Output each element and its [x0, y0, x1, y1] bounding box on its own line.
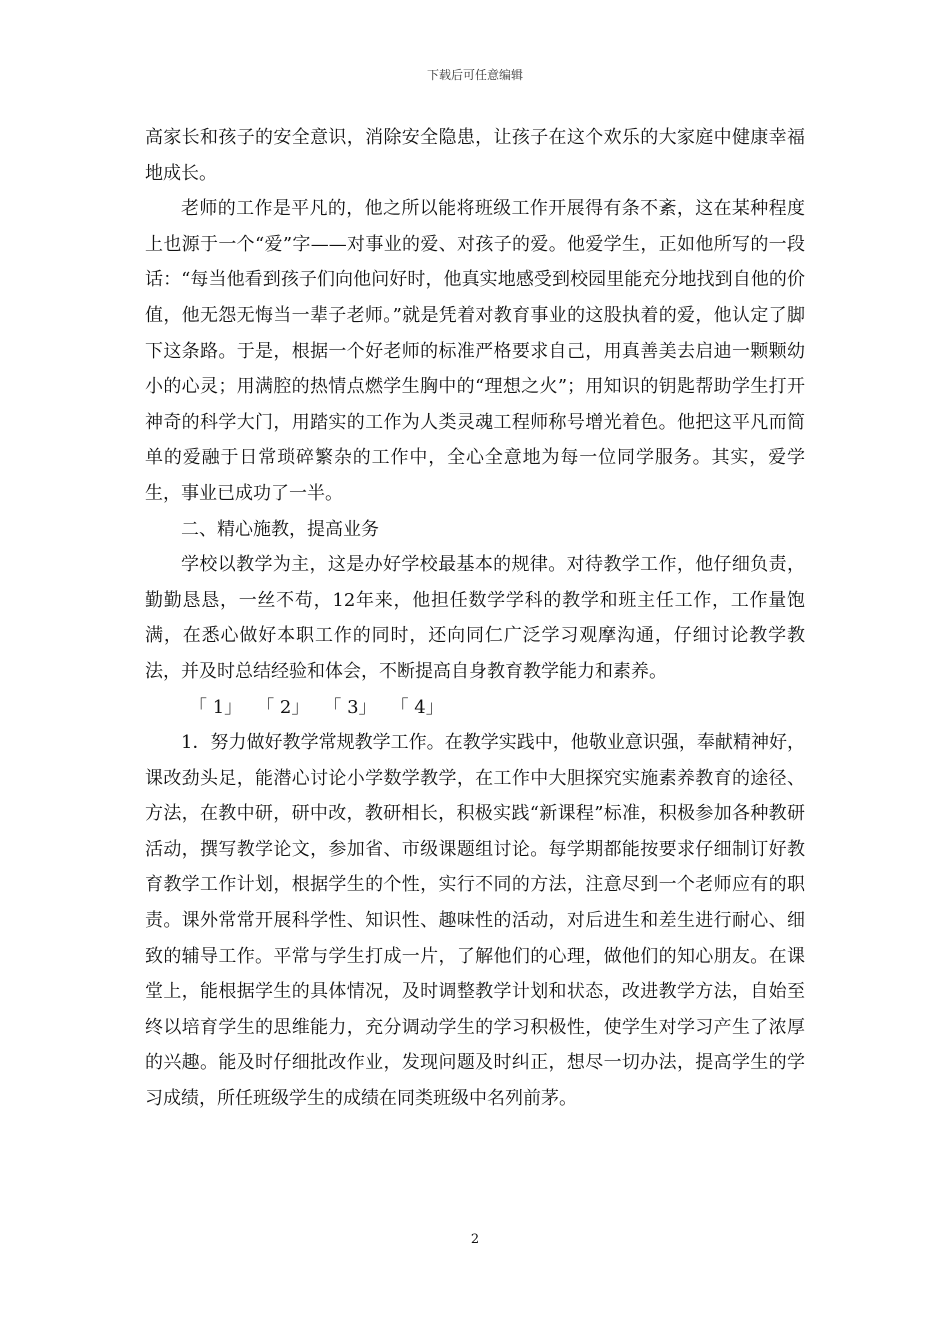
- paragraph-1: 高家长和孩子的安全意识，消除安全隐患，让孩子在这个欢乐的大家庭中健康幸福地成长。: [145, 127, 805, 184]
- reference-1: 「 1」: [189, 696, 243, 718]
- document-body: [145, 120, 805, 1117]
- section-heading: 二、精心施教，提高业务: [181, 518, 379, 540]
- page-number: 2: [470, 1232, 480, 1247]
- reference-list: [145, 690, 805, 726]
- reference-4: 「 4」: [390, 696, 444, 718]
- paragraph-4: 1．努力做好教学常规教学工作。在教学实践中，他敬业意识强，奉献精神好，课改劲头足，能潜心讨论小学数学教学，在工作中大胆探究实施素养教育的途径、方法，在教中研，研中改，教研相长，积极实践“新课程”标准，积极参加各种教研活动，撰写教学论文，参加省、市级课题组讨论。每学期都能按要求仔细制订好教育教学工作计划，根据学生的个性，实行不同的方法，注意尽到一个老师应有的职责。课外常常开展科学性、知识性、趣味性的活动，对后进生和差生进行耐心、细致的辅导工作。平常与学生打成一片，了解他们的心理，做他们的知心朋友。在课堂上，能根据学生的具体情况，及时调整教学计划和状态，改进教学方法，自始至终以培育学生的思维能力，充分调动学生的学习积极性，使学生对学习产生了浓厚的兴趣。能及时仔细批改作业，发现问题及时纠正，想尽一切办法，提高学生的学习成绩，所任班级学生的成绩在同类班级中名列前茅。: [145, 732, 805, 1110]
- paragraph-3: 学校以教学为主，这是办好学校最基本的规律。对待教学工作，他仔细负责，勤勤恳恳，一丝不苟，12年来，他担任数学学科的教学和班主任工作，工作量饱满，在悉心做好本职工作的同时，还向同仁广泛学习观摩沟通，仔细讨论教学教法，并及时总结经验和体会，不断提高自身教育教学能力和素养。: [145, 554, 805, 682]
- page-header: 下载后可任意编辑: [426, 68, 523, 82]
- reference-3: 「 3」: [323, 696, 377, 718]
- reference-2: 「 2」: [256, 696, 310, 718]
- paragraph-2: 老师的工作是平凡的，他之所以能将班级工作开展得有条不紊，这在某种程度上也源于一个“爱”字——对事业的爱、对孩子的爱。他爱学生，正如他所写的一段话：“每当他看到孩子们向他问好时，他真实地感受到校园里能充分地找到自他的价值，他无怨无悔当一辈子老师。”就是凭着对教育事业的这股执着的爱，他认定了脚下这条路。于是，根据一个好老师的标准严格要求自己，用真善美去启迪一颗颗幼小的心灵；用满腔的热情点燃学生胸中的“理想之火”；用知识的钥匙帮助学生打开神奇的科学大门，用踏实的工作为人类灵魂工程师称号增光着色。他把这平凡而简单的爱融于日常琐碎繁杂的工作中，全心全意地为每一位同学服务。其实，爱学生，事业已成功了一半。: [145, 198, 805, 504]
